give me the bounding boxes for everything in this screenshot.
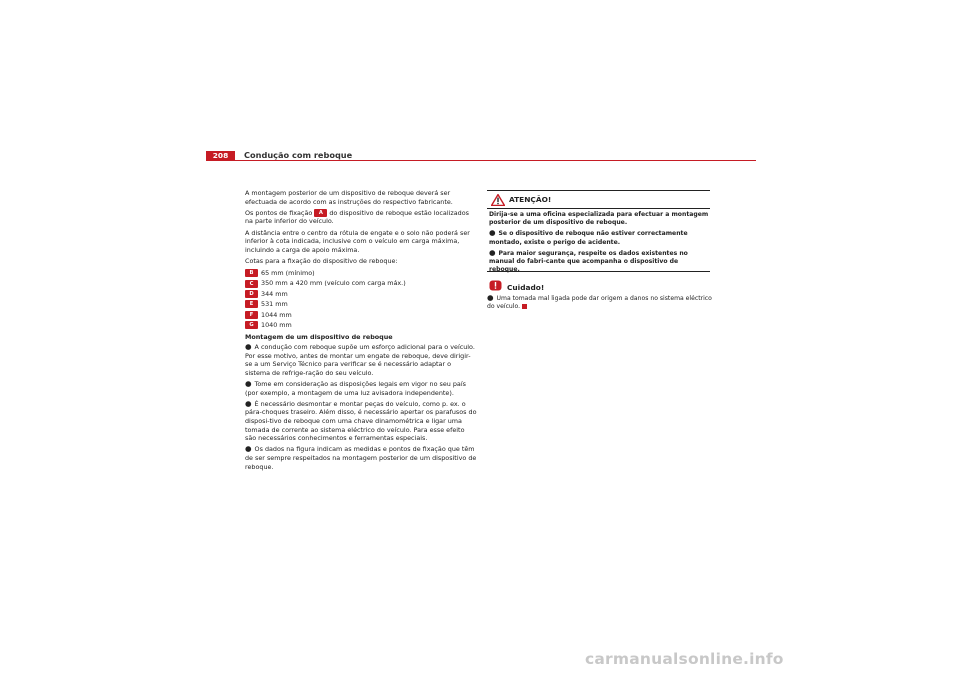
callout-badge-c: C xyxy=(245,280,258,288)
bullet-item: ● Tome em consideração as disposições legais em vigor no seu país (por exemplo, a montagem de uma luz avisadora independente). xyxy=(245,379,466,397)
paragraph-distance: A distância entre o centro da rótula de engate e o solo não poderá ser inferior à cota indicada, inclusive com o veículo em carga máxima, incluindo a carga de apoio máxima. xyxy=(245,228,470,254)
paragraph-intro: A montagem posterior de um dispositivo de reboque deverá ser efectuada de acordo com as instruções do respectivo fabricante. xyxy=(245,189,453,206)
bullet-icon: ● xyxy=(245,444,252,454)
bullet-item: ● A condução com reboque supõe um esforço adicional para o veículo. Por esse motivo, antes de montar um engate de reboque, deve dirigir-se a um Serviço Técnico para verificar se é necessário adaptar o sistema de refrige-ração do seu veículo. xyxy=(245,342,475,377)
warning-title: ATENÇÃO! xyxy=(509,195,552,204)
section-title: Montagem de um dispositivo de reboque xyxy=(245,333,393,342)
callout-badge-g: G xyxy=(245,321,258,329)
warning-header xyxy=(487,191,710,209)
bullet-icon: ● xyxy=(245,398,252,408)
callout-badge-d: D xyxy=(245,290,258,298)
callout-badge-b: B xyxy=(245,269,258,277)
dimension-row: C 350 mm a 420 mm (veículo com carga máx.) xyxy=(245,279,477,289)
callout-badge-e: E xyxy=(245,300,258,308)
caution-header xyxy=(487,280,712,293)
dimension-row: B 65 mm (mínimo) xyxy=(245,268,477,278)
warning-intro: Dirija-se a uma oficina especializada para efectuar a montagem posterior de um dispositivo de reboque. xyxy=(489,211,709,227)
dimension-row: G 1040 mm xyxy=(245,320,477,330)
bullet-icon: ● xyxy=(489,247,496,257)
bullet-icon: ● xyxy=(489,228,496,238)
dimension-row: D 344 mm xyxy=(245,289,477,299)
paragraph-dimensions-intro: Cotas para a fixação do dispositivo de reboque: xyxy=(245,256,398,265)
bullet-icon: ● xyxy=(487,293,494,302)
warning-box xyxy=(487,190,710,272)
warning-body xyxy=(489,211,710,276)
caution-title: Cuidado! xyxy=(507,283,545,292)
watermark: carmanualsonline.info xyxy=(585,650,784,668)
callout-badge-f: F xyxy=(245,311,258,319)
warning-item: ● Se o dispositivo de reboque não estiver correctamente montado, existe o perigo de acidente. xyxy=(489,228,688,246)
left-column xyxy=(245,189,477,474)
dimension-row: F 1044 mm xyxy=(245,310,477,320)
caution-text: ● Uma tomada mal ligada pode dar origem a danos no sistema eléctrico do veículo. xyxy=(487,293,712,311)
dimension-list xyxy=(245,268,477,330)
bullet-item: ● Os dados na figura indicam as medidas e pontos de fixação que têm de ser sempre respeitados na montagem posterior de um dispositivo de reboque. xyxy=(245,444,477,471)
bullet-item: ● É necessário desmontar e montar peças do veículo, como p. ex. o pára-choques traseiro. Além disso, é necessário apertar os parafusos do disposi-tivo de reboque com uma chave dinamométrica e ligar uma tomada de corrente ao sistema eléctrico do veículo. Para esse efeito são necessários conhecimentos e ferramentas especiais. xyxy=(245,398,477,443)
bullet-icon: ● xyxy=(245,342,252,352)
dimension-row: E 531 mm xyxy=(245,299,477,309)
page-number: 208 xyxy=(206,151,235,161)
caution-icon xyxy=(489,280,502,291)
caution-box xyxy=(487,280,712,311)
callout-badge-a: A xyxy=(314,209,327,217)
paragraph-fixation-points: Os pontos de fixação A do dispositivo de reboque estão localizados na parte inferior do veículo. xyxy=(245,208,469,226)
bullet-icon: ● xyxy=(245,379,252,389)
chapter-title: Condução com reboque xyxy=(244,150,353,160)
warning-item: ● Para maior segurança, respeite os dados existentes no manual do fabri-cante que acompanha o dispositivo de reboque. xyxy=(489,247,688,274)
end-of-section-icon xyxy=(522,304,527,309)
header-rule xyxy=(206,160,756,161)
warning-triangle-icon xyxy=(491,194,505,206)
